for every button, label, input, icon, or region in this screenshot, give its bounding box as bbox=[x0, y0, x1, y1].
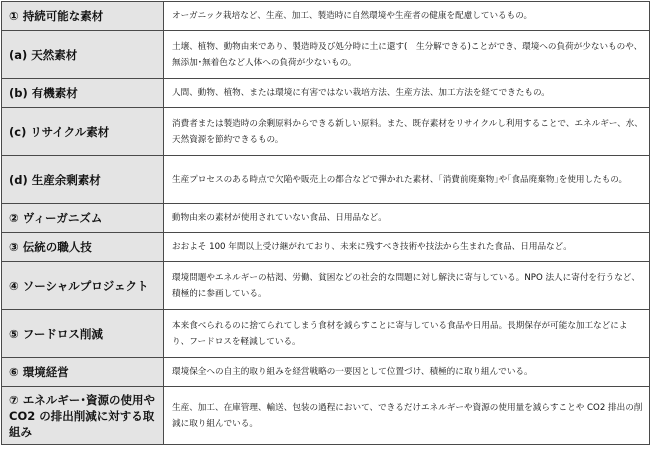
criteria-table bbox=[1, 1, 650, 445]
table-row bbox=[2, 233, 650, 262]
criterion-description: 生産プロセスのある時点で欠陥や販売上の都合などで弾かれた素材、｢消費前廃棄物｣や｢食品廃棄物｣を使用したもの。 bbox=[164, 156, 650, 204]
criterion-description: 環境問題やエネルギーの枯渇、労働、貧困などの社会的な問題に対し解決に寄与している。NPO 法人に寄付を行うなど、積極的に参画している。 bbox=[164, 262, 650, 310]
criterion-description: 本来食べられるのに捨てられてしまう食材を減らすことに寄与している食品や日用品。長期保存が可能な加工などにより、フードロスを軽減している。 bbox=[164, 310, 650, 358]
criterion-description: 消費者または製造時の余剰原料からできる新しい原料。また、既存素材をリサイクルし利用することで、エネルギー、水、天然資源を節約できるもの。 bbox=[164, 108, 650, 156]
criterion-description: おおよそ 100 年間以上受け継がれており、未来に残すべき技術や技法から生まれた食品、日用品など。 bbox=[164, 233, 650, 262]
table-row bbox=[2, 156, 650, 204]
criterion-term: ① 持続可能な素材 bbox=[2, 2, 164, 31]
criterion-description: 動物由来の素材が使用されていない食品、日用品など。 bbox=[164, 204, 650, 233]
table-row bbox=[2, 310, 650, 358]
criterion-description: 環境保全への自主的取り組みを経営戦略の一要因として位置づけ、積極的に取り組んでいる。 bbox=[164, 358, 650, 387]
criterion-term: ⑦ エネルギー･資源の使用や CO2 の排出削減に対する取組み bbox=[2, 387, 164, 445]
table-row bbox=[2, 358, 650, 387]
table-row bbox=[2, 79, 650, 108]
criterion-term: ③ 伝統の職人技 bbox=[2, 233, 164, 262]
criterion-term: ⑥ 環境経営 bbox=[2, 358, 164, 387]
table-row bbox=[2, 262, 650, 310]
criterion-term: (a) 天然素材 bbox=[2, 31, 164, 79]
table-row bbox=[2, 204, 650, 233]
criterion-term: (c) リサイクル素材 bbox=[2, 108, 164, 156]
table-row bbox=[2, 2, 650, 31]
table-row bbox=[2, 31, 650, 79]
criterion-description: 人間、動物、植物、または環境に有害ではない栽培方法、生産方法、加工方法を経てできたもの。 bbox=[164, 79, 650, 108]
criterion-description: 生産、加工、在庫管理、輸送、包装の過程において、できるだけエネルギーや資源の使用量を減らすことや CO2 排出の削減に取り組んでいる。 bbox=[164, 387, 650, 445]
table-row bbox=[2, 108, 650, 156]
criterion-term: ⑤ フードロス削減 bbox=[2, 310, 164, 358]
criterion-term: (b) 有機素材 bbox=[2, 79, 164, 108]
criterion-term: (d) 生産余剰素材 bbox=[2, 156, 164, 204]
criterion-term: ② ヴィーガニズム bbox=[2, 204, 164, 233]
criterion-description: オーガニック栽培など、生産、加工、製造時に自然環境や生産者の健康を配慮しているもの。 bbox=[164, 2, 650, 31]
criterion-term: ④ ソーシャルプロジェクト bbox=[2, 262, 164, 310]
table-row bbox=[2, 387, 650, 445]
criterion-description: 土壌、植物、動物由来であり、製造時及び処分時に土に還す( 生分解できる)ことができ、環境への負荷が少ないものや、無添加･無着色など人体への負荷が少ないもの。 bbox=[164, 31, 650, 79]
